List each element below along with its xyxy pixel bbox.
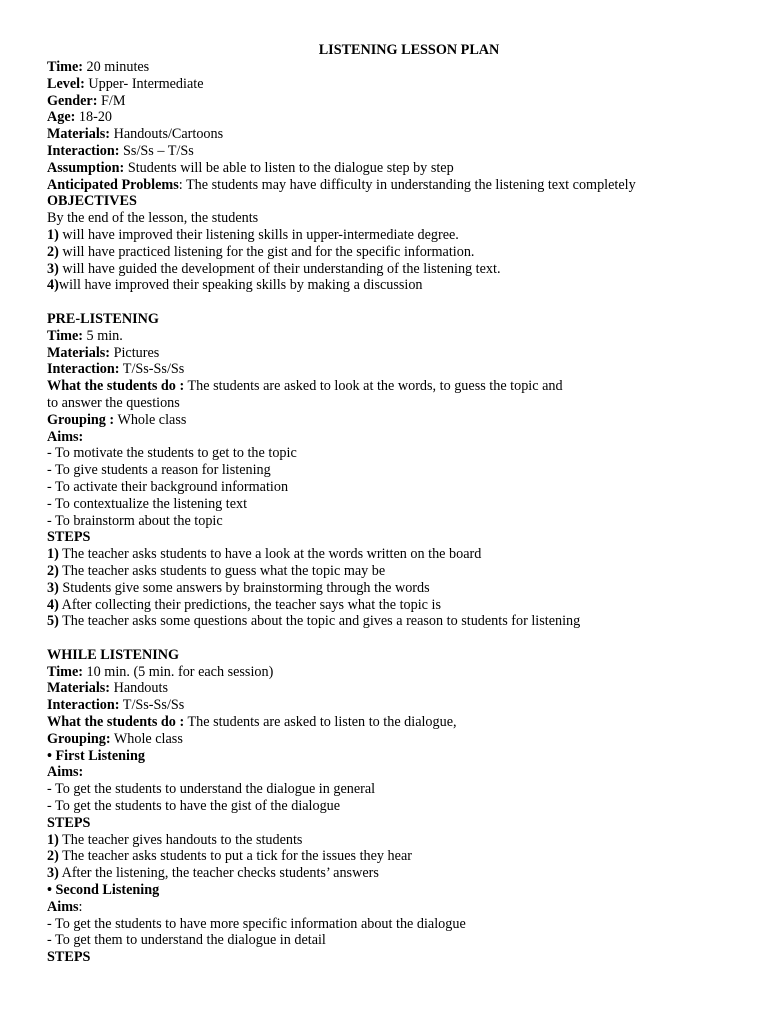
overview-assumption	[47, 160, 748, 177]
value: 10 min. (5 min. for each session)	[83, 663, 274, 680]
label: Gender:	[47, 92, 98, 109]
step-item	[47, 546, 748, 563]
aim-item: - To brainstorm about the topic	[47, 512, 223, 529]
step-item	[47, 580, 748, 597]
value: Handouts/Cartoons	[110, 126, 224, 143]
value: Whole class	[110, 730, 183, 747]
objectives-intro: By the end of the lesson, the students	[47, 210, 259, 227]
while-listening-what-students-do	[47, 714, 748, 731]
aim-item: - To motivate the students to get to the topic	[47, 445, 297, 462]
label: Interaction:	[47, 361, 120, 378]
label: Aims	[47, 898, 79, 915]
step-number: 2)	[47, 562, 59, 579]
second-listening-steps-label: STEPS	[47, 949, 91, 966]
while-listening-time	[47, 664, 748, 681]
step-text: After the listening, the teacher checks students’ answers	[58, 865, 379, 882]
step-number: 3)	[47, 865, 59, 882]
value: Upper- Intermediate	[84, 75, 204, 92]
objective-item	[47, 244, 748, 261]
label: Time:	[47, 327, 83, 344]
step-text: The teacher gives handouts to the students	[58, 831, 303, 848]
second-listening-heading: • Second Listening	[47, 882, 160, 899]
step-item	[47, 832, 748, 849]
objective-item	[47, 227, 748, 244]
value: The students are asked to look at the words, to guess the topic and	[184, 378, 563, 395]
label: Level:	[47, 75, 85, 92]
aim-item: - To contextualize the listening text	[47, 495, 248, 512]
aim-item: - To get the students to have the gist of the dialogue	[47, 798, 341, 815]
step-number: 1)	[47, 546, 59, 563]
item-number: 1)	[47, 226, 59, 243]
while-listening-materials	[47, 680, 748, 697]
value: Students will be able to listen to the dialogue step by step	[124, 159, 454, 176]
value: : The students may have difficulty in understanding the listening text completely	[178, 176, 636, 193]
first-listening-aims-label: Aims:	[47, 764, 84, 781]
item-number: 4)	[47, 277, 59, 294]
pre-listening-steps-label: STEPS	[47, 529, 91, 546]
pre-listening-what-students-do	[47, 378, 748, 395]
pre-listening-heading: PRE-LISTENING	[47, 310, 159, 327]
label: Materials:	[47, 344, 111, 361]
second-listening-aims-label	[47, 899, 748, 916]
label: What the students do :	[47, 378, 185, 395]
pre-listening-grouping	[47, 412, 748, 429]
label: Assumption:	[47, 159, 125, 176]
item-text: will have improved their speaking skills by making a discussion	[58, 277, 423, 294]
while-listening-interaction	[47, 697, 748, 714]
aim-item: - To get the students to have more specific information about the dialogue	[47, 915, 466, 932]
aim-item: - To get them to understand the dialogue in detail	[47, 932, 326, 949]
overview-age	[47, 109, 748, 126]
label-colon: :	[78, 898, 83, 915]
step-text: The teacher asks students to put a tick for the issues they hear	[58, 848, 412, 865]
value: 18-20	[75, 109, 113, 126]
step-text: The teacher asks some questions about the topic and gives a reason to students for listening	[58, 613, 581, 630]
item-number: 3)	[47, 260, 59, 277]
step-number: 5)	[47, 613, 59, 630]
item-text: will have guided the development of their understanding of the listening text.	[58, 260, 501, 277]
value: T/Ss-Ss/Ss	[119, 697, 185, 714]
value: 5 min.	[83, 327, 123, 344]
label: Age:	[47, 109, 76, 126]
aim-item: - To activate their background information	[47, 478, 289, 495]
objective-item	[47, 277, 748, 294]
aim-item: - To get the students to understand the dialogue in general	[47, 781, 376, 798]
value: F/M	[97, 92, 126, 109]
objectives-heading: OBJECTIVES	[47, 193, 137, 210]
label: Time:	[47, 663, 83, 680]
item-text: will have improved their listening skills in upper-intermediate degree.	[58, 226, 459, 243]
step-text: Students give some answers by brainstorming through the words	[58, 579, 430, 596]
pre-listening-materials	[47, 345, 748, 362]
step-item	[47, 848, 748, 865]
step-number: 4)	[47, 596, 59, 613]
section-gap	[47, 630, 748, 647]
while-listening-heading: WHILE LISTENING	[47, 646, 180, 663]
label: Grouping:	[47, 730, 111, 747]
value: Whole class	[114, 411, 187, 428]
step-number: 1)	[47, 831, 59, 848]
label: Interaction:	[47, 697, 120, 714]
value: Ss/Ss – T/Ss	[119, 142, 194, 159]
label: Time:	[47, 59, 83, 75]
label: Materials:	[47, 680, 111, 697]
step-text: After collecting their predictions, the teacher says what the topic is	[58, 596, 441, 613]
section-gap	[47, 294, 748, 311]
step-item	[47, 613, 748, 630]
pre-listening-what-students-do-continued: to answer the questions	[47, 394, 180, 411]
step-item	[47, 563, 748, 580]
pre-listening-interaction	[47, 361, 748, 378]
value: Handouts	[110, 680, 168, 697]
step-number: 2)	[47, 848, 59, 865]
value: Pictures	[110, 344, 160, 361]
step-item	[47, 597, 748, 614]
objective-item	[47, 261, 748, 278]
overview-time	[47, 59, 748, 76]
document-title: LISTENING LESSON PLAN	[318, 42, 500, 58]
overview-materials	[47, 126, 748, 143]
step-text: The teacher asks students to guess what the topic may be	[58, 562, 386, 579]
overview-anticipated-problems	[47, 177, 748, 194]
label: Anticipated Problems	[47, 176, 179, 193]
first-listening-heading: • First Listening	[47, 747, 145, 764]
step-item	[47, 865, 748, 882]
step-number: 3)	[47, 579, 59, 596]
label: Materials:	[47, 126, 111, 143]
value: 20 minutes	[83, 59, 150, 75]
overview-interaction	[47, 143, 748, 160]
while-listening-grouping	[47, 731, 748, 748]
value: T/Ss-Ss/Ss	[119, 361, 185, 378]
label: Grouping :	[47, 411, 115, 428]
label: What the students do :	[47, 714, 185, 731]
first-listening-steps-label: STEPS	[47, 814, 91, 831]
item-number: 2)	[47, 243, 59, 260]
step-text: The teacher asks students to have a look at the words written on the board	[58, 546, 482, 563]
aim-item: - To give students a reason for listening	[47, 462, 271, 479]
overview-gender	[47, 93, 748, 110]
value: The students are asked to listen to the dialogue,	[184, 714, 457, 731]
pre-listening-time	[47, 328, 748, 345]
label: Interaction:	[47, 142, 120, 159]
overview-level	[47, 76, 748, 93]
item-text: will have practiced listening for the gist and for the specific information.	[58, 243, 475, 260]
pre-listening-aims-label: Aims:	[47, 428, 84, 445]
